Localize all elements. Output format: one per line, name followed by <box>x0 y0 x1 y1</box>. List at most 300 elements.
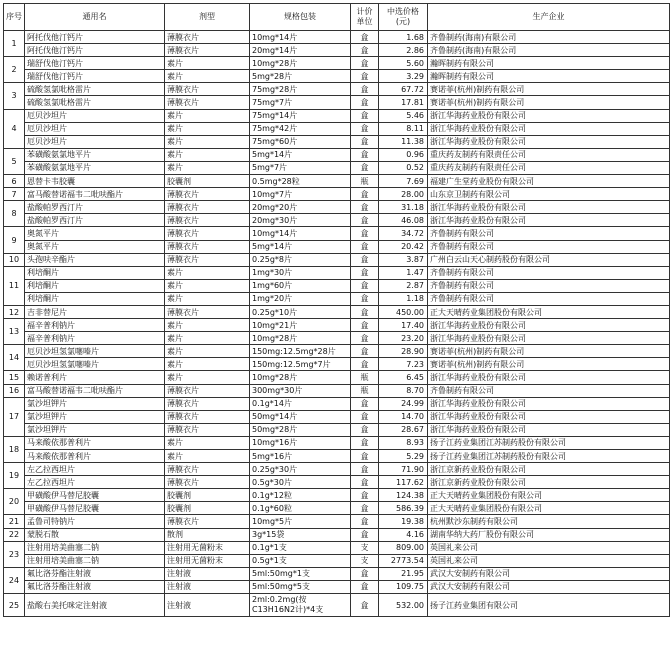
selected-price-cell: 4.16 <box>379 528 428 541</box>
header-no: 序号 <box>4 4 25 31</box>
manufacturer-cell: 正大天晴药业集团股份有限公司 <box>428 502 670 515</box>
drug-name-cell: 头孢呋辛酯片 <box>25 253 165 266</box>
selected-price-cell: 8.93 <box>379 436 428 449</box>
table-row <box>4 319 670 332</box>
table-row <box>4 594 670 617</box>
selected-price-cell: 5.29 <box>379 450 428 463</box>
selected-price-cell: 2.87 <box>379 279 428 292</box>
dosage-form-cell: 散剂 <box>165 528 250 541</box>
spec-package-cell: 75mg*42片 <box>250 122 351 135</box>
pricing-unit-cell: 支 <box>351 541 379 554</box>
spec-package-cell: 10mg*5片 <box>250 515 351 528</box>
drug-name-cell: 硫酸氢氯吡格雷片 <box>25 96 165 109</box>
drug-name-cell: 苯磺酸氨氯地平片 <box>25 161 165 174</box>
dosage-form-cell: 薄膜衣片 <box>165 253 250 266</box>
table-row <box>4 292 670 305</box>
drug-name-cell: 福辛普利钠片 <box>25 332 165 345</box>
pricing-unit-cell: 盒 <box>351 83 379 96</box>
manufacturer-cell: 浙江华海药业股份有限公司 <box>428 371 670 384</box>
table-row <box>4 31 670 44</box>
dosage-form-cell: 素片 <box>165 161 250 174</box>
header-row <box>4 4 670 31</box>
spec-package-cell: 10mg*14片 <box>250 227 351 240</box>
spec-package-cell: 10mg*28片 <box>250 371 351 384</box>
dosage-form-cell: 素片 <box>165 345 250 358</box>
spec-package-cell: 75mg*60片 <box>250 135 351 148</box>
row-number-cell: 24 <box>4 567 25 593</box>
table-row <box>4 450 670 463</box>
row-number-cell: 12 <box>4 305 25 318</box>
manufacturer-cell: 扬子江药业集团江苏制药股份有限公司 <box>428 436 670 449</box>
drug-name-cell: 蒙脱石散 <box>25 528 165 541</box>
table-row <box>4 175 670 188</box>
pricing-unit-cell: 盒 <box>351 227 379 240</box>
manufacturer-cell: 福建广生堂药业股份有限公司 <box>428 175 670 188</box>
selected-price-cell: 7.23 <box>379 358 428 371</box>
table-row <box>4 70 670 83</box>
drug-price-table <box>3 3 670 617</box>
row-number-cell: 2 <box>4 57 25 83</box>
row-number-cell: 4 <box>4 109 25 148</box>
manufacturer-cell: 英国礼来公司 <box>428 541 670 554</box>
selected-price-cell: 11.38 <box>379 135 428 148</box>
row-number-cell: 14 <box>4 345 25 371</box>
table-row <box>4 567 670 580</box>
spec-package-cell: 0.25g*8片 <box>250 253 351 266</box>
selected-price-cell: 450.00 <box>379 305 428 318</box>
dosage-form-cell: 素片 <box>165 436 250 449</box>
pricing-unit-cell: 瓶 <box>351 371 379 384</box>
selected-price-cell: 8.70 <box>379 384 428 397</box>
pricing-unit-cell: 盒 <box>351 502 379 515</box>
manufacturer-cell: 湖南华纳大药厂股份有限公司 <box>428 528 670 541</box>
spec-package-cell: 75mg*7片 <box>250 96 351 109</box>
dosage-form-cell: 素片 <box>165 57 250 70</box>
pricing-unit-cell: 盒 <box>351 122 379 135</box>
table-row <box>4 188 670 201</box>
selected-price-cell: 24.99 <box>379 397 428 410</box>
dosage-form-cell: 薄膜衣片 <box>165 384 250 397</box>
spec-package-cell: 10mg*28片 <box>250 332 351 345</box>
pricing-unit-cell: 盒 <box>351 240 379 253</box>
manufacturer-cell: 浙江京新药业股份有限公司 <box>428 476 670 489</box>
drug-name-cell: 氯沙坦钾片 <box>25 397 165 410</box>
drug-name-cell: 赖诺普利片 <box>25 371 165 384</box>
header-form: 剂型 <box>165 4 250 31</box>
drug-name-cell: 瑞舒伐他汀钙片 <box>25 57 165 70</box>
drug-name-cell: 注射用培美曲塞二钠 <box>25 541 165 554</box>
pricing-unit-cell: 盒 <box>351 319 379 332</box>
table-row <box>4 96 670 109</box>
table-row <box>4 580 670 593</box>
pricing-unit-cell: 盒 <box>351 109 379 122</box>
spec-package-cell: 0.1g*14片 <box>250 397 351 410</box>
header-company: 生产企业 <box>428 4 670 31</box>
pricing-unit-cell: 瓶 <box>351 384 379 397</box>
table-row <box>4 148 670 161</box>
table-row <box>4 240 670 253</box>
row-number-cell: 18 <box>4 436 25 462</box>
drug-name-cell: 富马酸替诺福韦二吡呋酯片 <box>25 384 165 397</box>
table-row <box>4 489 670 502</box>
dosage-form-cell: 素片 <box>165 148 250 161</box>
manufacturer-cell: 浙江华海药业股份有限公司 <box>428 135 670 148</box>
pricing-unit-cell: 盒 <box>351 57 379 70</box>
spec-package-cell: 3g*15袋 <box>250 528 351 541</box>
selected-price-cell: 3.29 <box>379 70 428 83</box>
drug-name-cell: 氯沙坦钾片 <box>25 410 165 423</box>
manufacturer-cell: 浙江华海药业股份有限公司 <box>428 423 670 436</box>
dosage-form-cell: 注射液 <box>165 567 250 580</box>
header-price: 中选价格(元) <box>379 4 428 31</box>
dosage-form-cell: 素片 <box>165 70 250 83</box>
manufacturer-cell: 瀚晖制药有限公司 <box>428 57 670 70</box>
dosage-form-cell: 薄膜衣片 <box>165 476 250 489</box>
drug-name-cell: 厄贝沙坦片 <box>25 135 165 148</box>
manufacturer-cell: 齐鲁制药(海南)有限公司 <box>428 31 670 44</box>
dosage-form-cell: 素片 <box>165 266 250 279</box>
selected-price-cell: 17.81 <box>379 96 428 109</box>
manufacturer-cell: 正大天晴药业集团股份有限公司 <box>428 489 670 502</box>
pricing-unit-cell: 盒 <box>351 528 379 541</box>
spec-package-cell: 1mg*20片 <box>250 292 351 305</box>
spec-package-cell: 150mg:12.5mg*7片 <box>250 358 351 371</box>
drug-name-cell: 富马酸替诺福韦二吡呋酯片 <box>25 188 165 201</box>
drug-name-cell: 阿托伐他汀钙片 <box>25 44 165 57</box>
drug-name-cell: 注射用培美曲塞二钠 <box>25 554 165 567</box>
manufacturer-cell: 武汉大安制药有限公司 <box>428 567 670 580</box>
pricing-unit-cell: 盒 <box>351 148 379 161</box>
spec-package-cell: 150mg:12.5mg*28片 <box>250 345 351 358</box>
dosage-form-cell: 薄膜衣片 <box>165 423 250 436</box>
row-number-cell: 15 <box>4 371 25 384</box>
row-number-cell: 17 <box>4 397 25 436</box>
dosage-form-cell: 薄膜衣片 <box>165 188 250 201</box>
spec-package-cell: 20mg*20片 <box>250 201 351 214</box>
manufacturer-cell: 浙江华海药业股份有限公司 <box>428 332 670 345</box>
manufacturer-cell: 武汉大安制药有限公司 <box>428 580 670 593</box>
table-row <box>4 358 670 371</box>
table-row <box>4 161 670 174</box>
selected-price-cell: 46.08 <box>379 214 428 227</box>
selected-price-cell: 586.39 <box>379 502 428 515</box>
dosage-form-cell: 薄膜衣片 <box>165 240 250 253</box>
spec-package-cell: 10mg*21片 <box>250 319 351 332</box>
pricing-unit-cell: 瓶 <box>351 175 379 188</box>
pricing-unit-cell: 盒 <box>351 214 379 227</box>
table-row <box>4 436 670 449</box>
row-number-cell: 19 <box>4 463 25 489</box>
spec-package-cell: 10mg*28片 <box>250 57 351 70</box>
pricing-unit-cell: 盒 <box>351 410 379 423</box>
manufacturer-cell: 赛诺菲(杭州)制药有限公司 <box>428 358 670 371</box>
manufacturer-cell: 浙江华海药业股份有限公司 <box>428 397 670 410</box>
header-unit: 计价单位 <box>351 4 379 31</box>
manufacturer-cell: 正大天晴药业集团股份有限公司 <box>428 305 670 318</box>
drug-name-cell: 利培酮片 <box>25 292 165 305</box>
selected-price-cell: 67.72 <box>379 83 428 96</box>
selected-price-cell: 5.46 <box>379 109 428 122</box>
spec-package-cell: 5ml:50mg*1支 <box>250 567 351 580</box>
pricing-unit-cell: 盒 <box>351 279 379 292</box>
spec-package-cell: 50mg*28片 <box>250 423 351 436</box>
selected-price-cell: 1.18 <box>379 292 428 305</box>
drug-name-cell: 氯沙坦钾片 <box>25 423 165 436</box>
drug-name-cell: 盐酸帕罗西汀片 <box>25 201 165 214</box>
drug-name-cell: 氟比洛芬酯注射液 <box>25 580 165 593</box>
manufacturer-cell: 齐鲁制药有限公司 <box>428 227 670 240</box>
row-number-cell: 5 <box>4 148 25 174</box>
selected-price-cell: 23.20 <box>379 332 428 345</box>
pricing-unit-cell: 盒 <box>351 567 379 580</box>
table-row <box>4 253 670 266</box>
header-name: 通用名 <box>25 4 165 31</box>
table-row <box>4 214 670 227</box>
row-number-cell: 13 <box>4 319 25 345</box>
spec-package-cell: 75mg*28片 <box>250 83 351 96</box>
spec-package-cell: 0.1g*60粒 <box>250 502 351 515</box>
table-row <box>4 463 670 476</box>
table-row <box>4 410 670 423</box>
selected-price-cell: 1.68 <box>379 31 428 44</box>
manufacturer-cell: 齐鲁制药有限公司 <box>428 266 670 279</box>
drug-name-cell: 左乙拉西坦片 <box>25 476 165 489</box>
manufacturer-cell: 重庆药友制药有限责任公司 <box>428 148 670 161</box>
pricing-unit-cell: 盒 <box>351 305 379 318</box>
pricing-unit-cell: 盒 <box>351 515 379 528</box>
selected-price-cell: 532.00 <box>379 594 428 617</box>
selected-price-cell: 8.11 <box>379 122 428 135</box>
drug-name-cell: 奥氮平片 <box>25 227 165 240</box>
table-row <box>4 515 670 528</box>
dosage-form-cell: 薄膜衣片 <box>165 44 250 57</box>
spec-package-cell: 0.25g*30片 <box>250 463 351 476</box>
pricing-unit-cell: 盒 <box>351 436 379 449</box>
table-row <box>4 109 670 122</box>
row-number-cell: 25 <box>4 594 25 617</box>
dosage-form-cell: 注射用无菌粉末 <box>165 541 250 554</box>
drug-name-cell: 甲磺酸伊马替尼胶囊 <box>25 489 165 502</box>
spec-package-cell: 1mg*60片 <box>250 279 351 292</box>
pricing-unit-cell: 盒 <box>351 397 379 410</box>
dosage-form-cell: 薄膜衣片 <box>165 214 250 227</box>
selected-price-cell: 19.38 <box>379 515 428 528</box>
pricing-unit-cell: 盒 <box>351 463 379 476</box>
dosage-form-cell: 注射用无菌粉末 <box>165 554 250 567</box>
manufacturer-cell: 赛诺菲(杭州)制药有限公司 <box>428 83 670 96</box>
manufacturer-cell: 齐鲁制药有限公司 <box>428 279 670 292</box>
manufacturer-cell: 赛诺菲(杭州)制药有限公司 <box>428 96 670 109</box>
manufacturer-cell: 齐鲁制药有限公司 <box>428 240 670 253</box>
table-row <box>4 371 670 384</box>
dosage-form-cell: 薄膜衣片 <box>165 397 250 410</box>
selected-price-cell: 117.62 <box>379 476 428 489</box>
drug-name-cell: 盐酸帕罗西汀片 <box>25 214 165 227</box>
spec-package-cell: 5mg*16片 <box>250 450 351 463</box>
manufacturer-cell: 赛诺菲(杭州)制药有限公司 <box>428 345 670 358</box>
pricing-unit-cell: 盒 <box>351 135 379 148</box>
selected-price-cell: 31.18 <box>379 201 428 214</box>
manufacturer-cell: 重庆药友制药有限责任公司 <box>428 161 670 174</box>
dosage-form-cell: 薄膜衣片 <box>165 463 250 476</box>
dosage-form-cell: 薄膜衣片 <box>165 96 250 109</box>
spec-package-cell: 1mg*30片 <box>250 266 351 279</box>
table-row <box>4 332 670 345</box>
drug-name-cell: 盐酸右美托咪定注射液 <box>25 594 165 617</box>
dosage-form-cell: 薄膜衣片 <box>165 31 250 44</box>
drug-name-cell: 利培酮片 <box>25 266 165 279</box>
drug-name-cell: 福辛普利钠片 <box>25 319 165 332</box>
table-row <box>4 528 670 541</box>
selected-price-cell: 3.87 <box>379 253 428 266</box>
drug-name-cell: 硫酸氢氯吡格雷片 <box>25 83 165 96</box>
dosage-form-cell: 素片 <box>165 279 250 292</box>
spec-package-cell: 10mg*16片 <box>250 436 351 449</box>
selected-price-cell: 28.00 <box>379 188 428 201</box>
spec-package-cell: 0.5g*1支 <box>250 554 351 567</box>
row-number-cell: 6 <box>4 175 25 188</box>
pricing-unit-cell: 盒 <box>351 489 379 502</box>
spec-package-cell: 10mg*14片 <box>250 31 351 44</box>
pricing-unit-cell: 盒 <box>351 580 379 593</box>
table-row <box>4 201 670 214</box>
selected-price-cell: 28.67 <box>379 423 428 436</box>
drug-name-cell: 孟鲁司特钠片 <box>25 515 165 528</box>
spec-package-cell: 2ml:0.2mg(按C13H16N2计)*4支 <box>250 594 351 617</box>
table-row <box>4 541 670 554</box>
pricing-unit-cell: 盒 <box>351 358 379 371</box>
selected-price-cell: 809.00 <box>379 541 428 554</box>
pricing-unit-cell: 盒 <box>351 253 379 266</box>
spec-package-cell: 20mg*30片 <box>250 214 351 227</box>
pricing-unit-cell: 盒 <box>351 161 379 174</box>
row-number-cell: 9 <box>4 227 25 253</box>
drug-name-cell: 马来酸依那普利片 <box>25 436 165 449</box>
pricing-unit-cell: 盒 <box>351 292 379 305</box>
row-number-cell: 1 <box>4 31 25 57</box>
dosage-form-cell: 注射液 <box>165 594 250 617</box>
drug-name-cell: 厄贝沙坦氢氯噻嗪片 <box>25 358 165 371</box>
selected-price-cell: 28.90 <box>379 345 428 358</box>
spec-package-cell: 0.1g*12粒 <box>250 489 351 502</box>
drug-name-cell: 吉非替尼片 <box>25 305 165 318</box>
dosage-form-cell: 薄膜衣片 <box>165 201 250 214</box>
selected-price-cell: 20.42 <box>379 240 428 253</box>
table-body <box>4 31 670 617</box>
table-row <box>4 57 670 70</box>
dosage-form-cell: 素片 <box>165 358 250 371</box>
selected-price-cell: 109.75 <box>379 580 428 593</box>
pricing-unit-cell: 盒 <box>351 266 379 279</box>
spec-package-cell: 5mg*14片 <box>250 148 351 161</box>
spec-package-cell: 0.5g*30片 <box>250 476 351 489</box>
pricing-unit-cell: 盒 <box>351 450 379 463</box>
row-number-cell: 11 <box>4 266 25 305</box>
dosage-form-cell: 素片 <box>165 332 250 345</box>
table-row <box>4 279 670 292</box>
spec-package-cell: 5mg*7片 <box>250 161 351 174</box>
table-row <box>4 345 670 358</box>
pricing-unit-cell: 盒 <box>351 70 379 83</box>
manufacturer-cell: 浙江华海药业股份有限公司 <box>428 410 670 423</box>
dosage-form-cell: 薄膜衣片 <box>165 305 250 318</box>
dosage-form-cell: 素片 <box>165 450 250 463</box>
selected-price-cell: 21.95 <box>379 567 428 580</box>
table-row <box>4 397 670 410</box>
row-number-cell: 20 <box>4 489 25 515</box>
pricing-unit-cell: 盒 <box>351 423 379 436</box>
row-number-cell: 7 <box>4 188 25 201</box>
pricing-unit-cell: 盒 <box>351 188 379 201</box>
selected-price-cell: 14.70 <box>379 410 428 423</box>
manufacturer-cell: 浙江华海药业股份有限公司 <box>428 214 670 227</box>
dosage-form-cell: 素片 <box>165 122 250 135</box>
drug-name-cell: 厄贝沙坦片 <box>25 122 165 135</box>
row-number-cell: 21 <box>4 515 25 528</box>
drug-name-cell: 厄贝沙坦氢氯噻嗪片 <box>25 345 165 358</box>
drug-name-cell: 苯磺酸氨氯地平片 <box>25 148 165 161</box>
drug-name-cell: 氟比洛芬酯注射液 <box>25 567 165 580</box>
manufacturer-cell: 浙江华海药业股份有限公司 <box>428 122 670 135</box>
pricing-unit-cell: 盒 <box>351 594 379 617</box>
pricing-unit-cell: 盒 <box>351 96 379 109</box>
manufacturer-cell: 扬子江药业集团江苏制药股份有限公司 <box>428 450 670 463</box>
spec-package-cell: 0.5mg*28粒 <box>250 175 351 188</box>
table-row <box>4 476 670 489</box>
row-number-cell: 23 <box>4 541 25 567</box>
manufacturer-cell: 瀚晖制药有限公司 <box>428 70 670 83</box>
manufacturer-cell: 浙江京新药业股份有限公司 <box>428 463 670 476</box>
dosage-form-cell: 素片 <box>165 135 250 148</box>
dosage-form-cell: 胶囊剂 <box>165 489 250 502</box>
table-row <box>4 384 670 397</box>
pricing-unit-cell: 盒 <box>351 44 379 57</box>
manufacturer-cell: 齐鲁制药有限公司 <box>428 384 670 397</box>
pricing-unit-cell: 盒 <box>351 201 379 214</box>
dosage-form-cell: 胶囊剂 <box>165 175 250 188</box>
selected-price-cell: 7.69 <box>379 175 428 188</box>
header-spec: 规格包装 <box>250 4 351 31</box>
drug-name-cell: 瑞舒伐他汀钙片 <box>25 70 165 83</box>
dosage-form-cell: 胶囊剂 <box>165 502 250 515</box>
table-row <box>4 122 670 135</box>
table-row <box>4 554 670 567</box>
row-number-cell: 3 <box>4 83 25 109</box>
spec-package-cell: 75mg*14片 <box>250 109 351 122</box>
table-row <box>4 44 670 57</box>
drug-name-cell: 马来酸依那普利片 <box>25 450 165 463</box>
drug-name-cell: 甲磺酸伊马替尼胶囊 <box>25 502 165 515</box>
dosage-form-cell: 素片 <box>165 319 250 332</box>
drug-name-cell: 奥氮平片 <box>25 240 165 253</box>
pricing-unit-cell: 盒 <box>351 345 379 358</box>
selected-price-cell: 6.45 <box>379 371 428 384</box>
selected-price-cell: 0.96 <box>379 148 428 161</box>
table-row <box>4 305 670 318</box>
pricing-unit-cell: 盒 <box>351 31 379 44</box>
spec-package-cell: 5mg*28片 <box>250 70 351 83</box>
dosage-form-cell: 薄膜衣片 <box>165 83 250 96</box>
drug-name-cell: 恩替卡韦胶囊 <box>25 175 165 188</box>
dosage-form-cell: 素片 <box>165 109 250 122</box>
spec-package-cell: 0.25g*10片 <box>250 305 351 318</box>
manufacturer-cell: 山东京卫制药有限公司 <box>428 188 670 201</box>
manufacturer-cell: 英国礼来公司 <box>428 554 670 567</box>
selected-price-cell: 1.47 <box>379 266 428 279</box>
dosage-form-cell: 薄膜衣片 <box>165 515 250 528</box>
selected-price-cell: 124.38 <box>379 489 428 502</box>
drug-name-cell: 阿托伐他汀钙片 <box>25 31 165 44</box>
